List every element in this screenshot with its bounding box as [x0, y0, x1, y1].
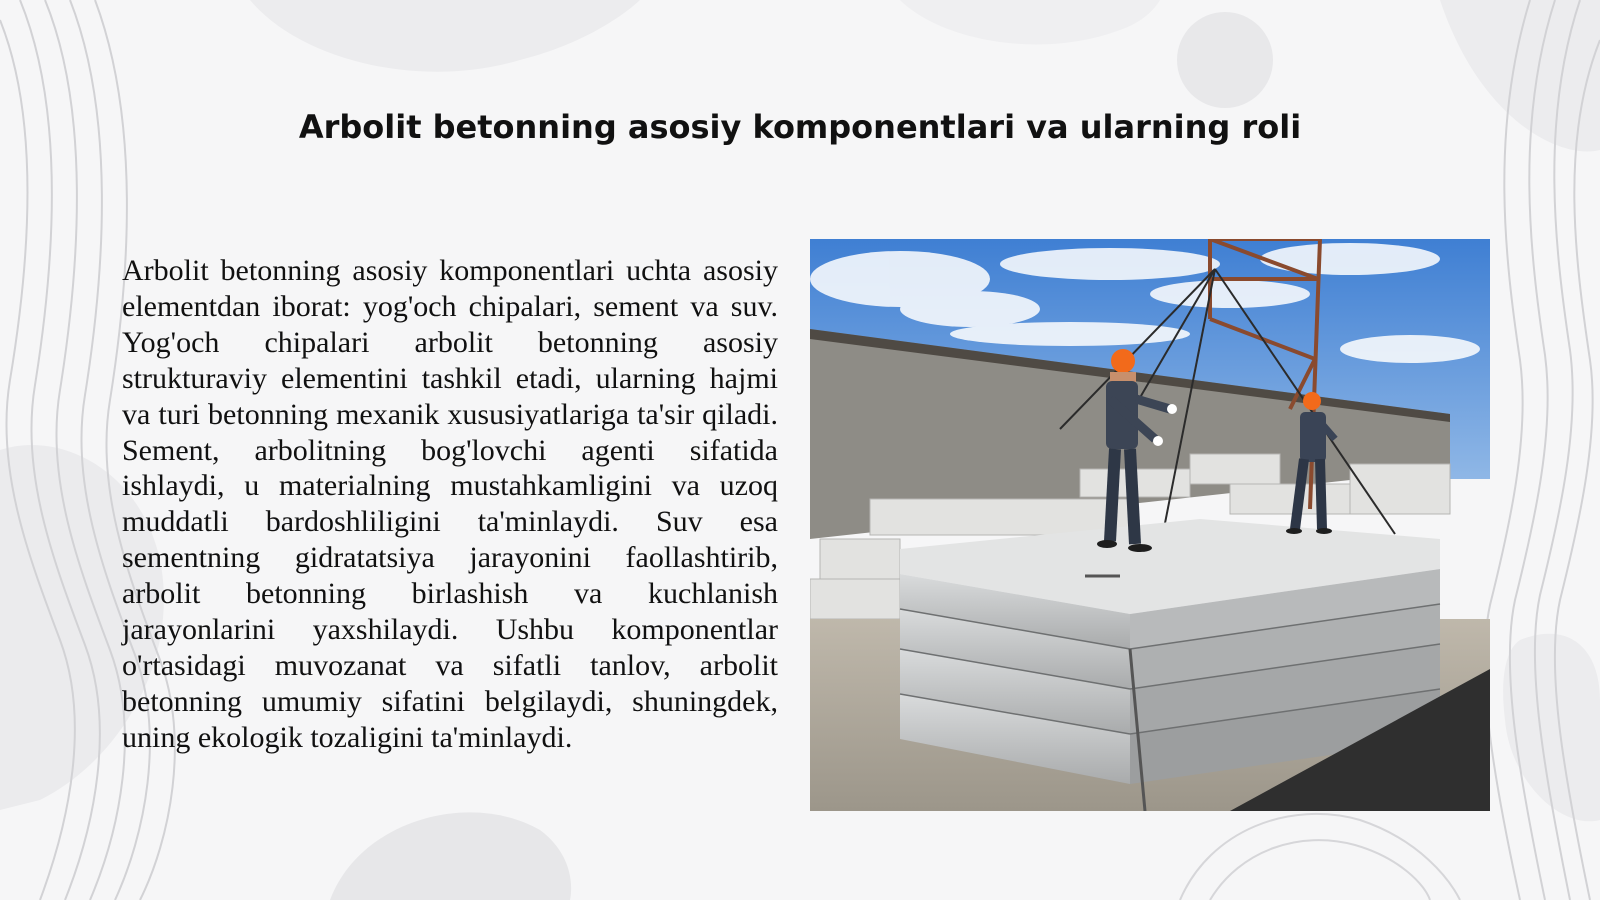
slide-body-text: Arbolit betonning asosiy komponentlari uchta asosiy elementdan iborat: yog'och chipalari, sement va suv. Yog'och chipalari arbolit betonning asosiy strukturaviy elementini tashkil etadi, ularning hajmi va turi betonning mexanik xususiyatlariga ta'sir qiladi. Sement, arbolitning bog'lovchi agenti sifatida ishlaydi, u materialning mustahkamligini va uzoq muddatli bardoshliligini ta'minlaydi. Suv esa sementning gidratatsiya jarayonini faollashtirib, arbolit betonning birlashish va kuchlanish jarayonlarini yaxshilaydi. Ushbu komponentlar o'rtasidagi muvozanat va sifatli tanlov, arbolit betonning umumiy sifatini belgilaydi, shuningdek, uning ekologik tozaligini ta'minlaydi. [122, 254, 778, 754]
construction-photo [810, 239, 1490, 811]
slide-title: Arbolit betonning asosiy komponentlari va ularning roli [298, 108, 1302, 146]
construction-photo-icon [810, 239, 1490, 811]
